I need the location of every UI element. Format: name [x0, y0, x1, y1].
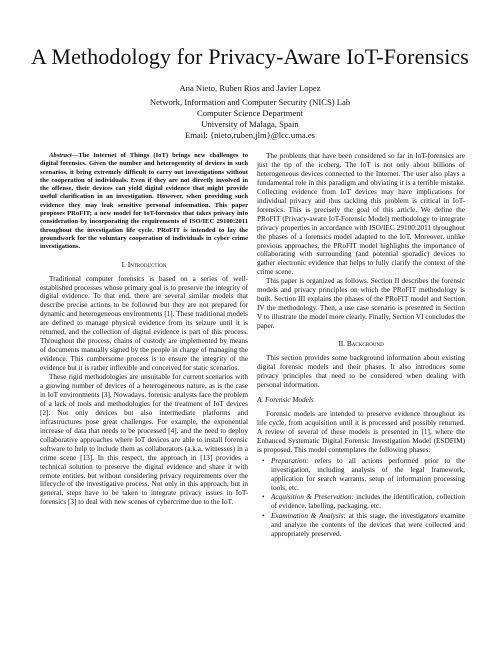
bullet-icon: •	[262, 512, 265, 521]
affiliation-dept: Computer Science Department	[197, 108, 303, 118]
list-item: • Acquisition & Preservation: includes the identification, collection of evidence, labelling, packaging, etc.	[262, 493, 465, 511]
bullet-icon: •	[262, 493, 265, 502]
abstract	[40, 152, 248, 252]
bullet-icon: •	[262, 456, 265, 465]
abstract-text: —The Internet of Things (IoT) brings new challenges to digital forensics. Given the number and heterogeneity of devices in such scenarios, it bring extremely difficult to carry out investigations without the cooperation of individuals. Even if they are not directly involved in the offense, their devices can yield digital evidence that might provide useful clarification in an investigation. However, when providing such evidence they may leak sensitive personal information. This paper proposes PRoFIT; a new model for IoT-forensics that takes privacy into consideration by incorporating the requirements of ISO/IEC 29100:2011 throughout the investigation life cycle. PRoFIT is intended to lay the groundwork for the voluntary cooperation of individuals in cyber crime investigations.	[40, 152, 248, 251]
left-column	[40, 152, 248, 507]
list-item: • Preparation: refers to all actions performed prior to the investigation, including analysis of the legal framework, application for search warrants, setup of information processing tools, etc.	[262, 456, 465, 492]
abstract-lead: Abstract	[49, 152, 72, 159]
section-heading-introduction: I. Introduction	[121, 259, 167, 269]
right-paragraph-1: The problems that have been considered so far in IoT-forensics are just the tip of the iceberg. The IoT is not only about billions of heterogeneous devices connected to the Internet. The user also plays a fundamental role in this paradigm and obviating it is a terrible mistake. Collecting evidence from IoT devices may have implications for individual privacy and thus tackling this problem is critical in IoT-forensics. This is precisely the goal of this article. We define the PRoFIT (Privacy-aware IoT-Forensic Model) methodology to integrate privacy properties in accordance with ISO/IEC 29100:2011 throughout the phases of a forensics model adapted to the IoT. Moreover, unlike previous approaches, the PRoFIT model highlights the importance of collaborating with surrounding (and potential sporadic) devices to gather electronic evidence that helps to fully clarify the context of the crime scene.	[257, 152, 465, 277]
right-paragraph-2: This paper is organized as follows. Section II describes the forensic models and privacy principles on which the PRoFIT methodology is built. Section III explains the phases of the PRoFIT model and Section IV the methodology. Then, a use case scenario is presented in Section V to illustrate the model more clearly. Finally, Section VI concludes the paper.	[257, 277, 465, 331]
forensic-models-paragraph: Forensic models are intended to preserve evidence throughout its life cycle, from acquisition until it is processed and possibly returned. A review of several of these models is presented in [1], where the Enhanced Systematic Digital Forensic Investigation Model (ESDFIM) is proposed. This model contemplates the following phases:	[257, 409, 465, 454]
paper-title: A Methodology for Privacy-Aware IoT-Forensics	[31, 44, 469, 69]
right-column	[257, 152, 465, 540]
background-paragraph-1: This section provides some background information about existing digital forensic models and their phases. It also introduces some privacy principles that need to be considered when dealing with personal information.	[257, 354, 465, 389]
author-email: Email: {nieto,ruben,jlm}@lcc.uma.es	[185, 130, 315, 140]
intro-paragraph-2: These rigid methodologies are unsuitable for current scenarios with a growing number of devices of a heterogeneous nature, as is the case in IoT environments [3]. Nowadays, forensic analysts face the problem of a lack of tools and methodologies for the treatment of IoT devices [2]. Not only devices but also intermediate platforms and infrastructures pose great challenges. For example, the exponential increase of data that needs to be processed [4], and the need to deploy collaborative approaches where IoT devices are able to install forensic software to help to include them as collaborators (a.k.a. witnesses) in a crime scene [13]. In this respect, the approach in [13] provides a technical solution to preserve the digital evidence and share it with remote entities, but without considering privacy requirements over the lifecycle of the investigative process. Not only in this approach, but in general, steps have to be taken to integrate privacy issues in IoT-forensics [3] to deal with new scenes of cybercrime due to the IoT.	[40, 373, 248, 507]
section-heading-background: II. Background	[338, 339, 384, 349]
author-names: Ana Nieto, Ruben Rios and Javier Lopez	[179, 83, 321, 93]
affiliation-univ: University of Malaga, Spain	[201, 119, 299, 129]
author-block	[0, 83, 500, 141]
affiliation-lab: Network, Information and Computer Security (NICS) Lab	[149, 97, 351, 107]
phase-list	[257, 457, 465, 540]
intro-paragraph-1: Traditional computer forensics is based on a series of well-established processes whose primary goal is to preserve the integrity of digital evidence. To that end, there are several similar models that describe precise actions to be followed but they are not prepared for dynamic and heterogeneous environments [1]. These traditional models are defined to manage physical evidence from its seizure until it is returned, and the collection of digital evidence is part of this process. Throughout the process, chains of custody are implemented by means of documents manually signed by the people in charge of managing the evidence. This cumbersome process is to ensure the integrity of the evidence but it is rather inflexible and conceived for static scenarios.	[40, 274, 248, 373]
list-item: • Examination & Analysis: at this stage, the investigators examine and analyze the contents of the devices that were collected and appropriately preserved.	[262, 512, 465, 539]
subsection-heading-forensic-models: A. Forensic Models	[257, 395, 314, 404]
